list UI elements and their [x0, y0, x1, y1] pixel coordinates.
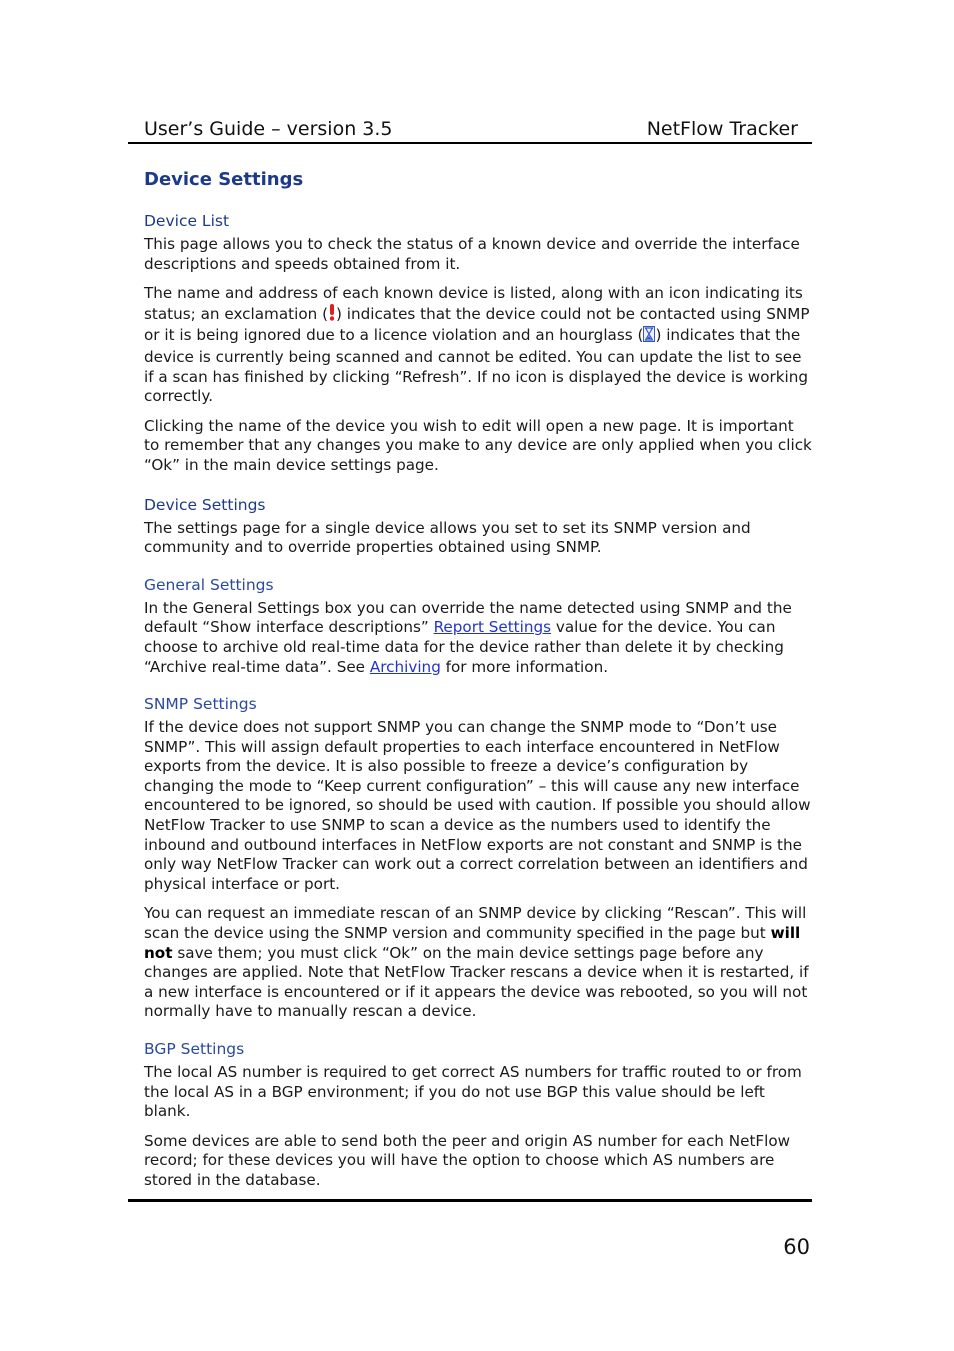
footer-rule [128, 1199, 812, 1202]
report-settings-link[interactable]: Report Settings [433, 618, 552, 637]
bgp-settings-heading: BGP Settings [144, 1040, 245, 1058]
header-guide-title: User’s Guide – version 3.5 [144, 118, 393, 140]
device-list-paragraph-3: Clicking the name of the device you wish to edit will open a new page. It is important to remember that any changes you make to any device are only applied when you click “Ok” in the main device settings page. [144, 416, 812, 474]
general-settings-heading: General Settings [144, 575, 274, 594]
section-title: Device Settings [144, 169, 304, 190]
snmp-settings-paragraph-1: If the device does not support SNMP you can change the SNMP mode to “Don’t use SNMP”. This will assign default properties to each interface encountered in NetFlow exports from the device. It is also possible to freeze a device’s configuration by changing the mode to “Keep current configuration” – this will cause any new interface encountered to be ignored, so should be used with caution. If possible you should allow NetFlow Tracker to use SNMP to scan a device as the numbers used to identify the inbound and outbound interfaces in NetFlow exports are not constant and SNMP is the only way NetFlow Tracker can work out a correct correlation between an identifiers and physical interface or port. [144, 718, 811, 893]
bgp-settings-paragraph-1: The local AS number is required to get correct AS numbers for traffic routed to or from the local AS in a BGP environment; if you do not use BGP this value should be left blank. [144, 1063, 802, 1121]
header-product-name: NetFlow Tracker [646, 118, 798, 140]
page-header [128, 116, 812, 144]
hourglass-icon [643, 326, 655, 348]
device-settings-paragraph-1: The settings page for a single device allows you set to set its SNMP version and community and to override properties obtained using SNMP. [144, 518, 751, 557]
device-list-paragraph-2: The name and address of each known device is listed, along with an icon indicating its status; an exclamation ( ) indicates that the device could not be contacted using SNMP or it is being ignored due to a licence violation and an hourglass ( ) indicates that the device is currently being scanned and cannot be edited. You can update the list to see if a scan has finished by clicking “Refresh”. If no icon is displayed the device is working correctly. [144, 284, 810, 406]
snmp-settings-paragraph-2: You can request an immediate rescan of an SNMP device by clicking “Rescan”. This will scan the device using the SNMP version and community specified in the page but will not save them; you must click “Ok” on the main device settings page before any changes are applied. Note that NetFlow Tracker rescans a device when it is restarted, if a new interface is encountered or if it appears the device was rebooted, so you will not normally have to manually rescan a device. [144, 904, 809, 1021]
emphasis-will-not: will not [144, 924, 801, 962]
archiving-link[interactable]: Archiving [369, 657, 441, 676]
device-list-paragraph-1: This page allows you to check the status of a known device and override the interface descriptions and speeds obtained from it. [144, 235, 800, 273]
general-settings-paragraph-1: In the General Settings box you can override the name detected using SNMP and the default “Show interface descriptions” Report Settings value for the device. You can choose to archive old real-time data for the device rather than delete it by checking “Archive real-time data”. See Archiving for more information. [144, 598, 792, 676]
snmp-settings-heading: SNMP Settings [144, 695, 257, 714]
bgp-settings-paragraph-2: Some devices are able to send both the peer and origin AS number for each NetFlow record; for these devices you will have the option to choose which AS numbers are stored in the database. [144, 1131, 791, 1189]
page-number: 60 [783, 1235, 810, 1259]
device-settings-heading: Device Settings [144, 495, 266, 514]
main-content [144, 166, 812, 1201]
device-list-heading: Device List [144, 212, 230, 230]
exclamation-icon [328, 304, 336, 327]
